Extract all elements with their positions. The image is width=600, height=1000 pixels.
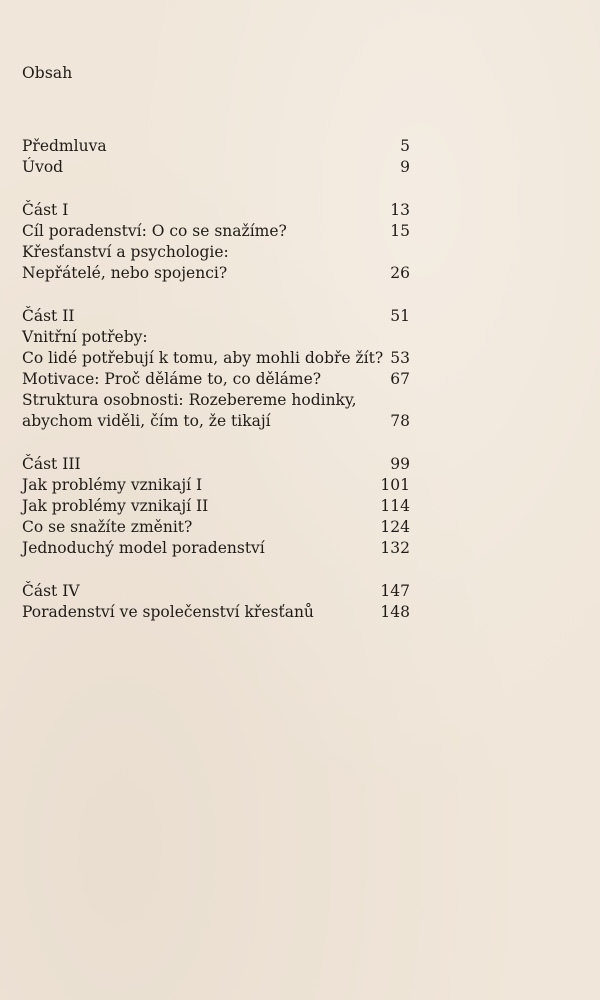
toc-entry-title: Předmluva <box>22 137 107 155</box>
toc-entry-page: 78 <box>390 412 410 430</box>
toc-entry-title: Motivace: Proč děláme to, co děláme? <box>22 370 322 388</box>
toc-section-part-3 <box>22 454 410 559</box>
toc-entry-page: 9 <box>400 158 410 176</box>
toc-entry <box>22 517 410 538</box>
toc-entry <box>22 475 410 496</box>
toc-entry-title: Cíl poradenství: O co se snažíme? <box>22 222 287 240</box>
toc-section-part-2 <box>22 306 410 432</box>
toc-entry-title: Jak problémy vznikají II <box>22 497 209 515</box>
toc-entry-page: 147 <box>380 582 410 600</box>
toc-entry-page: 101 <box>380 476 410 494</box>
toc-entry-page: 26 <box>390 264 410 282</box>
toc-entry <box>22 327 410 348</box>
toc-entry-title: Vnitřní potřeby: <box>22 328 148 346</box>
toc-entry-title: Jednoduchý model poradenství <box>22 539 265 557</box>
toc-entry <box>22 263 410 284</box>
toc-entry-title: Část II <box>22 307 75 325</box>
toc-entry <box>22 390 410 411</box>
toc-entry-page: 51 <box>390 307 410 325</box>
toc-entry-title: Úvod <box>22 158 64 176</box>
toc-section-front-matter <box>22 136 410 178</box>
toc-entry <box>22 306 410 327</box>
toc-entry-title: Co se snažíte změnit? <box>22 518 193 536</box>
toc-entry-page: 67 <box>390 370 410 388</box>
toc-entry-page: 114 <box>380 497 410 515</box>
toc-entry-title: Poradenství ve společenství křesťanů <box>22 603 314 621</box>
toc-entry-title: Část I <box>22 201 69 219</box>
toc-entry <box>22 454 410 475</box>
toc-heading: Obsah <box>22 64 73 82</box>
toc-entry <box>22 602 410 623</box>
toc-entry <box>22 157 410 178</box>
toc-entry-title: Část III <box>22 455 81 473</box>
toc-entry <box>22 221 410 242</box>
toc-entry-title: Jak problémy vznikají I <box>22 476 203 494</box>
table-of-contents <box>22 136 410 645</box>
toc-entry-title: abychom viděli, čím to, že tikají <box>22 412 271 430</box>
toc-entry-page: 99 <box>390 455 410 473</box>
toc-entry <box>22 136 410 157</box>
toc-entry-title: Část IV <box>22 582 80 600</box>
toc-entry-page: 13 <box>390 201 410 219</box>
toc-entry <box>22 348 410 369</box>
toc-entry <box>22 242 410 263</box>
toc-entry <box>22 200 410 221</box>
toc-entry <box>22 581 410 602</box>
toc-entry-page: 132 <box>380 539 410 557</box>
toc-entry-title: Nepřátelé, nebo spojenci? <box>22 264 228 282</box>
toc-section-part-1 <box>22 200 410 284</box>
toc-entry-page: 148 <box>380 603 410 621</box>
toc-entry-page: 124 <box>380 518 410 536</box>
toc-entry-title: Co lidé potřebují k tomu, aby mohli dobře žít? <box>22 349 384 367</box>
toc-entry <box>22 496 410 517</box>
toc-entry-title: Struktura osobnosti: Rozebereme hodinky, <box>22 391 357 409</box>
toc-entry-page: 5 <box>400 137 410 155</box>
toc-entry-title: Křesťanství a psychologie: <box>22 243 229 261</box>
toc-entry <box>22 411 410 432</box>
toc-entry <box>22 369 410 390</box>
toc-section-part-4 <box>22 581 410 623</box>
toc-entry-page: 15 <box>390 222 410 240</box>
toc-entry-page: 53 <box>390 349 410 367</box>
toc-entry <box>22 538 410 559</box>
